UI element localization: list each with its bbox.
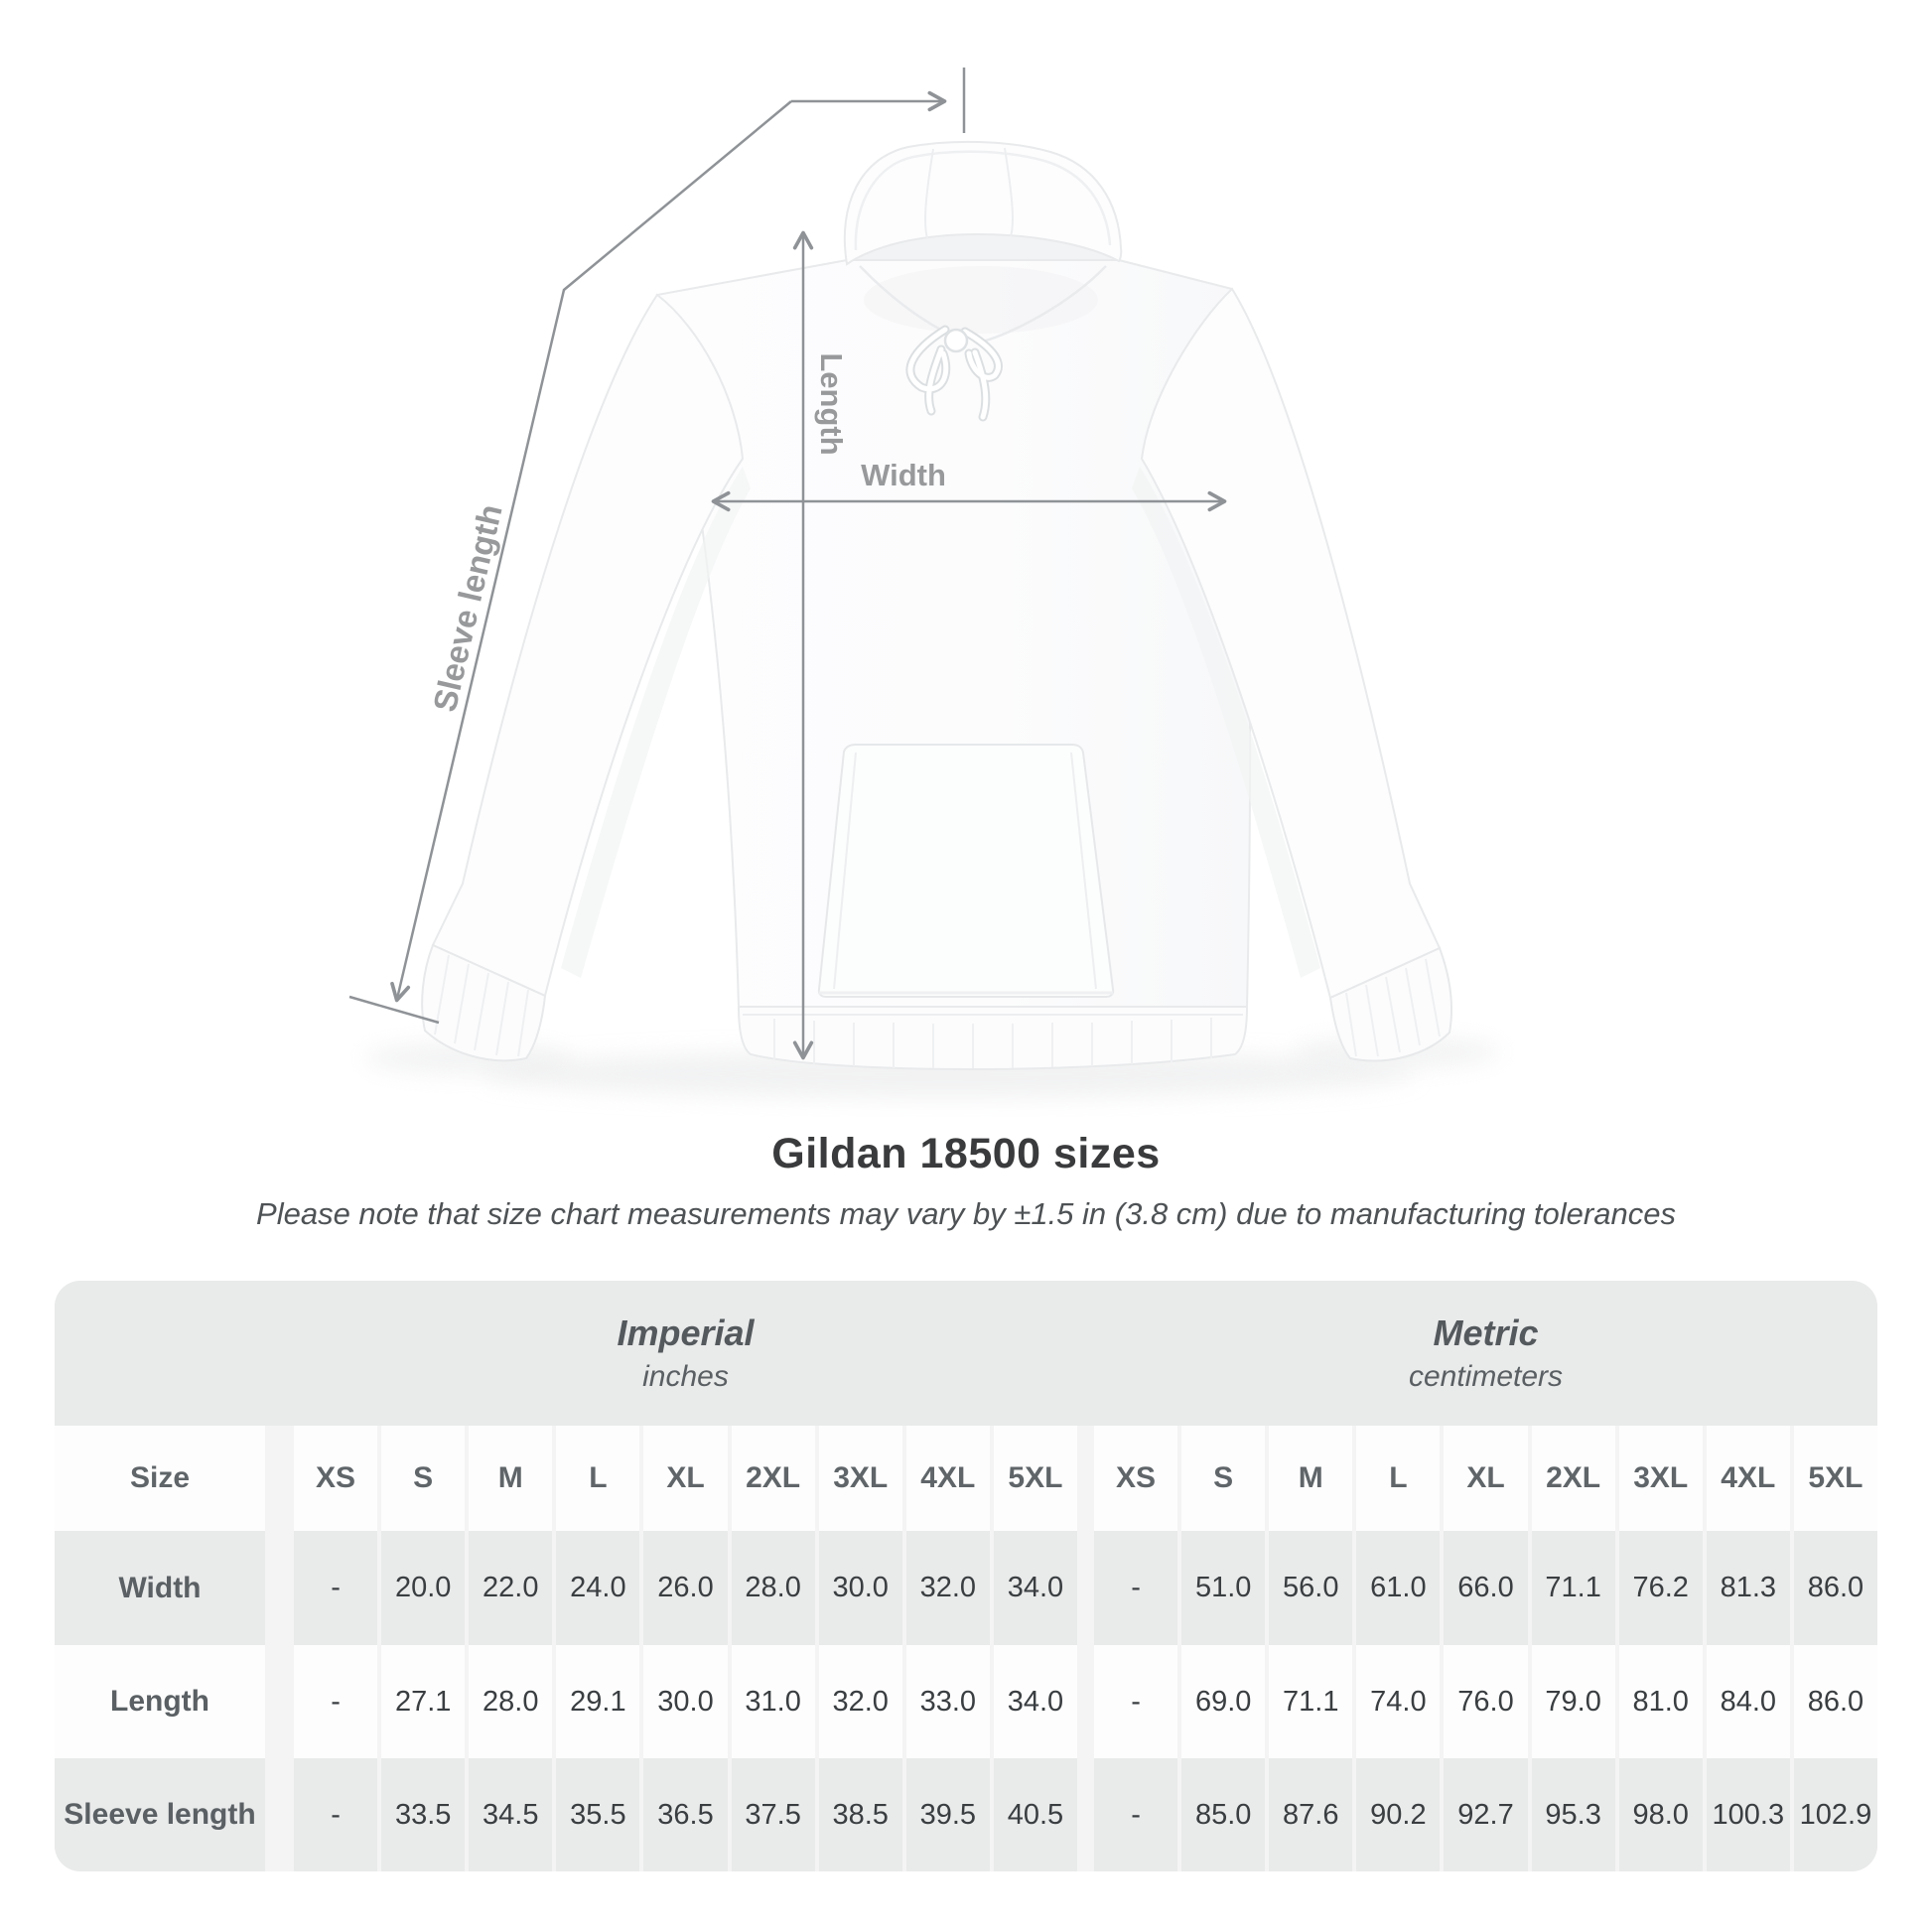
- length-imperial-5xl: 34.0: [994, 1645, 1077, 1758]
- hem-band: [739, 1007, 1247, 1069]
- length-imperial-4xl: 33.0: [906, 1645, 990, 1758]
- row-label-width: Width: [55, 1531, 265, 1645]
- size-table-grid: [55, 1426, 1877, 1871]
- sleeve-metric-2xl: 95.3: [1532, 1758, 1615, 1871]
- column-spacer: [269, 1645, 290, 1758]
- width-imperial-3xl: 30.0: [819, 1531, 902, 1645]
- width-metric-2xl: 71.1: [1532, 1531, 1615, 1645]
- width-imperial-2xl: 28.0: [732, 1531, 815, 1645]
- group-spacer: [1081, 1426, 1090, 1531]
- sleeve-imperial-s: 33.5: [381, 1758, 465, 1871]
- length-imperial-3xl: 32.0: [819, 1645, 902, 1758]
- header-imperial-xl: XL: [643, 1426, 727, 1531]
- sleeve-metric-m: 87.6: [1269, 1758, 1352, 1871]
- group-spacer: [1081, 1645, 1090, 1758]
- row-label-sleeve-length: Sleeve length: [55, 1758, 265, 1871]
- length-imperial-m: 28.0: [469, 1645, 552, 1758]
- length-label: Length: [814, 352, 849, 456]
- tolerance-note: Please note that size chart measurements may vary by ±1.5 in (3.8 cm) due to manufacturing tolerances: [256, 1196, 1676, 1231]
- length-imperial-s: 27.1: [381, 1645, 465, 1758]
- sleeve-imperial-3xl: 38.5: [819, 1758, 902, 1871]
- size-column-header: Size: [55, 1426, 265, 1531]
- width-metric-xl: 66.0: [1444, 1531, 1527, 1645]
- group-spacer: [1081, 1531, 1090, 1645]
- imperial-header: [294, 1281, 1077, 1426]
- header-metric-4xl: 4XL: [1707, 1426, 1790, 1531]
- length-metric-xs: -: [1094, 1645, 1177, 1758]
- header-metric-m: M: [1269, 1426, 1352, 1531]
- sleeve-metric-5xl: 102.9: [1794, 1758, 1877, 1871]
- header-imperial-s: S: [381, 1426, 465, 1531]
- width-imperial-4xl: 32.0: [906, 1531, 990, 1645]
- header-metric-3xl: 3XL: [1619, 1426, 1703, 1531]
- header-metric-2xl: 2XL: [1532, 1426, 1615, 1531]
- column-spacer: [269, 1758, 290, 1871]
- length-metric-4xl: 84.0: [1707, 1645, 1790, 1758]
- width-imperial-m: 22.0: [469, 1531, 552, 1645]
- width-metric-5xl: 86.0: [1794, 1531, 1877, 1645]
- sleeve-metric-xl: 92.7: [1444, 1758, 1527, 1871]
- length-imperial-xs: -: [294, 1645, 377, 1758]
- header-metric-s: S: [1181, 1426, 1265, 1531]
- imperial-label: Imperial: [617, 1312, 755, 1353]
- width-imperial-xl: 26.0: [643, 1531, 727, 1645]
- sleeve-imperial-xs: -: [294, 1758, 377, 1871]
- width-imperial-l: 24.0: [556, 1531, 639, 1645]
- width-imperial-5xl: 34.0: [994, 1531, 1077, 1645]
- metric-label: Metric: [1433, 1312, 1539, 1353]
- width-metric-s: 51.0: [1181, 1531, 1265, 1645]
- header-metric-xl: XL: [1444, 1426, 1527, 1531]
- unit-header-band: [55, 1281, 1877, 1426]
- header-imperial-l: L: [556, 1426, 639, 1531]
- size-table: [55, 1281, 1877, 1871]
- header-metric-5xl: 5XL: [1794, 1426, 1877, 1531]
- header-imperial-5xl: 5XL: [994, 1426, 1077, 1531]
- metric-header: [1094, 1281, 1877, 1426]
- page-title: Gildan 18500 sizes: [771, 1130, 1161, 1177]
- length-imperial-2xl: 31.0: [732, 1645, 815, 1758]
- width-metric-4xl: 81.3: [1707, 1531, 1790, 1645]
- sleeve-metric-l: 90.2: [1356, 1758, 1440, 1871]
- header-imperial-2xl: 2XL: [732, 1426, 815, 1531]
- header-imperial-3xl: 3XL: [819, 1426, 902, 1531]
- length-metric-xl: 76.0: [1444, 1645, 1527, 1758]
- header-imperial-4xl: 4XL: [906, 1426, 990, 1531]
- width-metric-xs: -: [1094, 1531, 1177, 1645]
- sleeve-metric-4xl: 100.3: [1707, 1758, 1790, 1871]
- length-metric-s: 69.0: [1181, 1645, 1265, 1758]
- sleeve-imperial-4xl: 39.5: [906, 1758, 990, 1871]
- length-imperial-xl: 30.0: [643, 1645, 727, 1758]
- header-metric-xs: XS: [1094, 1426, 1177, 1531]
- metric-sublabel: centimeters: [1408, 1360, 1564, 1393]
- width-metric-3xl: 76.2: [1619, 1531, 1703, 1645]
- sleeve-imperial-m: 34.5: [469, 1758, 552, 1871]
- sleeve-imperial-xl: 36.5: [643, 1758, 727, 1871]
- length-metric-3xl: 81.0: [1619, 1645, 1703, 1758]
- sleeve-metric-xs: -: [1094, 1758, 1177, 1871]
- length-metric-l: 74.0: [1356, 1645, 1440, 1758]
- header-imperial-xs: XS: [294, 1426, 377, 1531]
- width-imperial-s: 20.0: [381, 1531, 465, 1645]
- width-metric-m: 56.0: [1269, 1531, 1352, 1645]
- title-block: [0, 1130, 1932, 1232]
- column-spacer: [269, 1426, 290, 1531]
- length-metric-5xl: 86.0: [1794, 1645, 1877, 1758]
- width-metric-l: 61.0: [1356, 1531, 1440, 1645]
- length-metric-m: 71.1: [1269, 1645, 1352, 1758]
- sleeve-imperial-2xl: 37.5: [732, 1758, 815, 1871]
- sleeve-metric-3xl: 98.0: [1619, 1758, 1703, 1871]
- sleeve-imperial-l: 35.5: [556, 1758, 639, 1871]
- imperial-sublabel: inches: [642, 1360, 729, 1393]
- width-imperial-xs: -: [294, 1531, 377, 1645]
- collar-shadow: [864, 266, 1098, 334]
- group-spacer: [1081, 1758, 1090, 1871]
- header-metric-l: L: [1356, 1426, 1440, 1531]
- width-label: Width: [861, 458, 946, 492]
- length-imperial-l: 29.1: [556, 1645, 639, 1758]
- header-imperial-m: M: [469, 1426, 552, 1531]
- row-label-length: Length: [55, 1645, 265, 1758]
- length-metric-2xl: 79.0: [1532, 1645, 1615, 1758]
- sleeve-length-label: Sleeve length: [425, 500, 509, 716]
- kangaroo-pocket: [819, 745, 1113, 997]
- sleeve-imperial-5xl: 40.5: [994, 1758, 1077, 1871]
- sleeve-metric-s: 85.0: [1181, 1758, 1265, 1871]
- column-spacer: [269, 1531, 290, 1645]
